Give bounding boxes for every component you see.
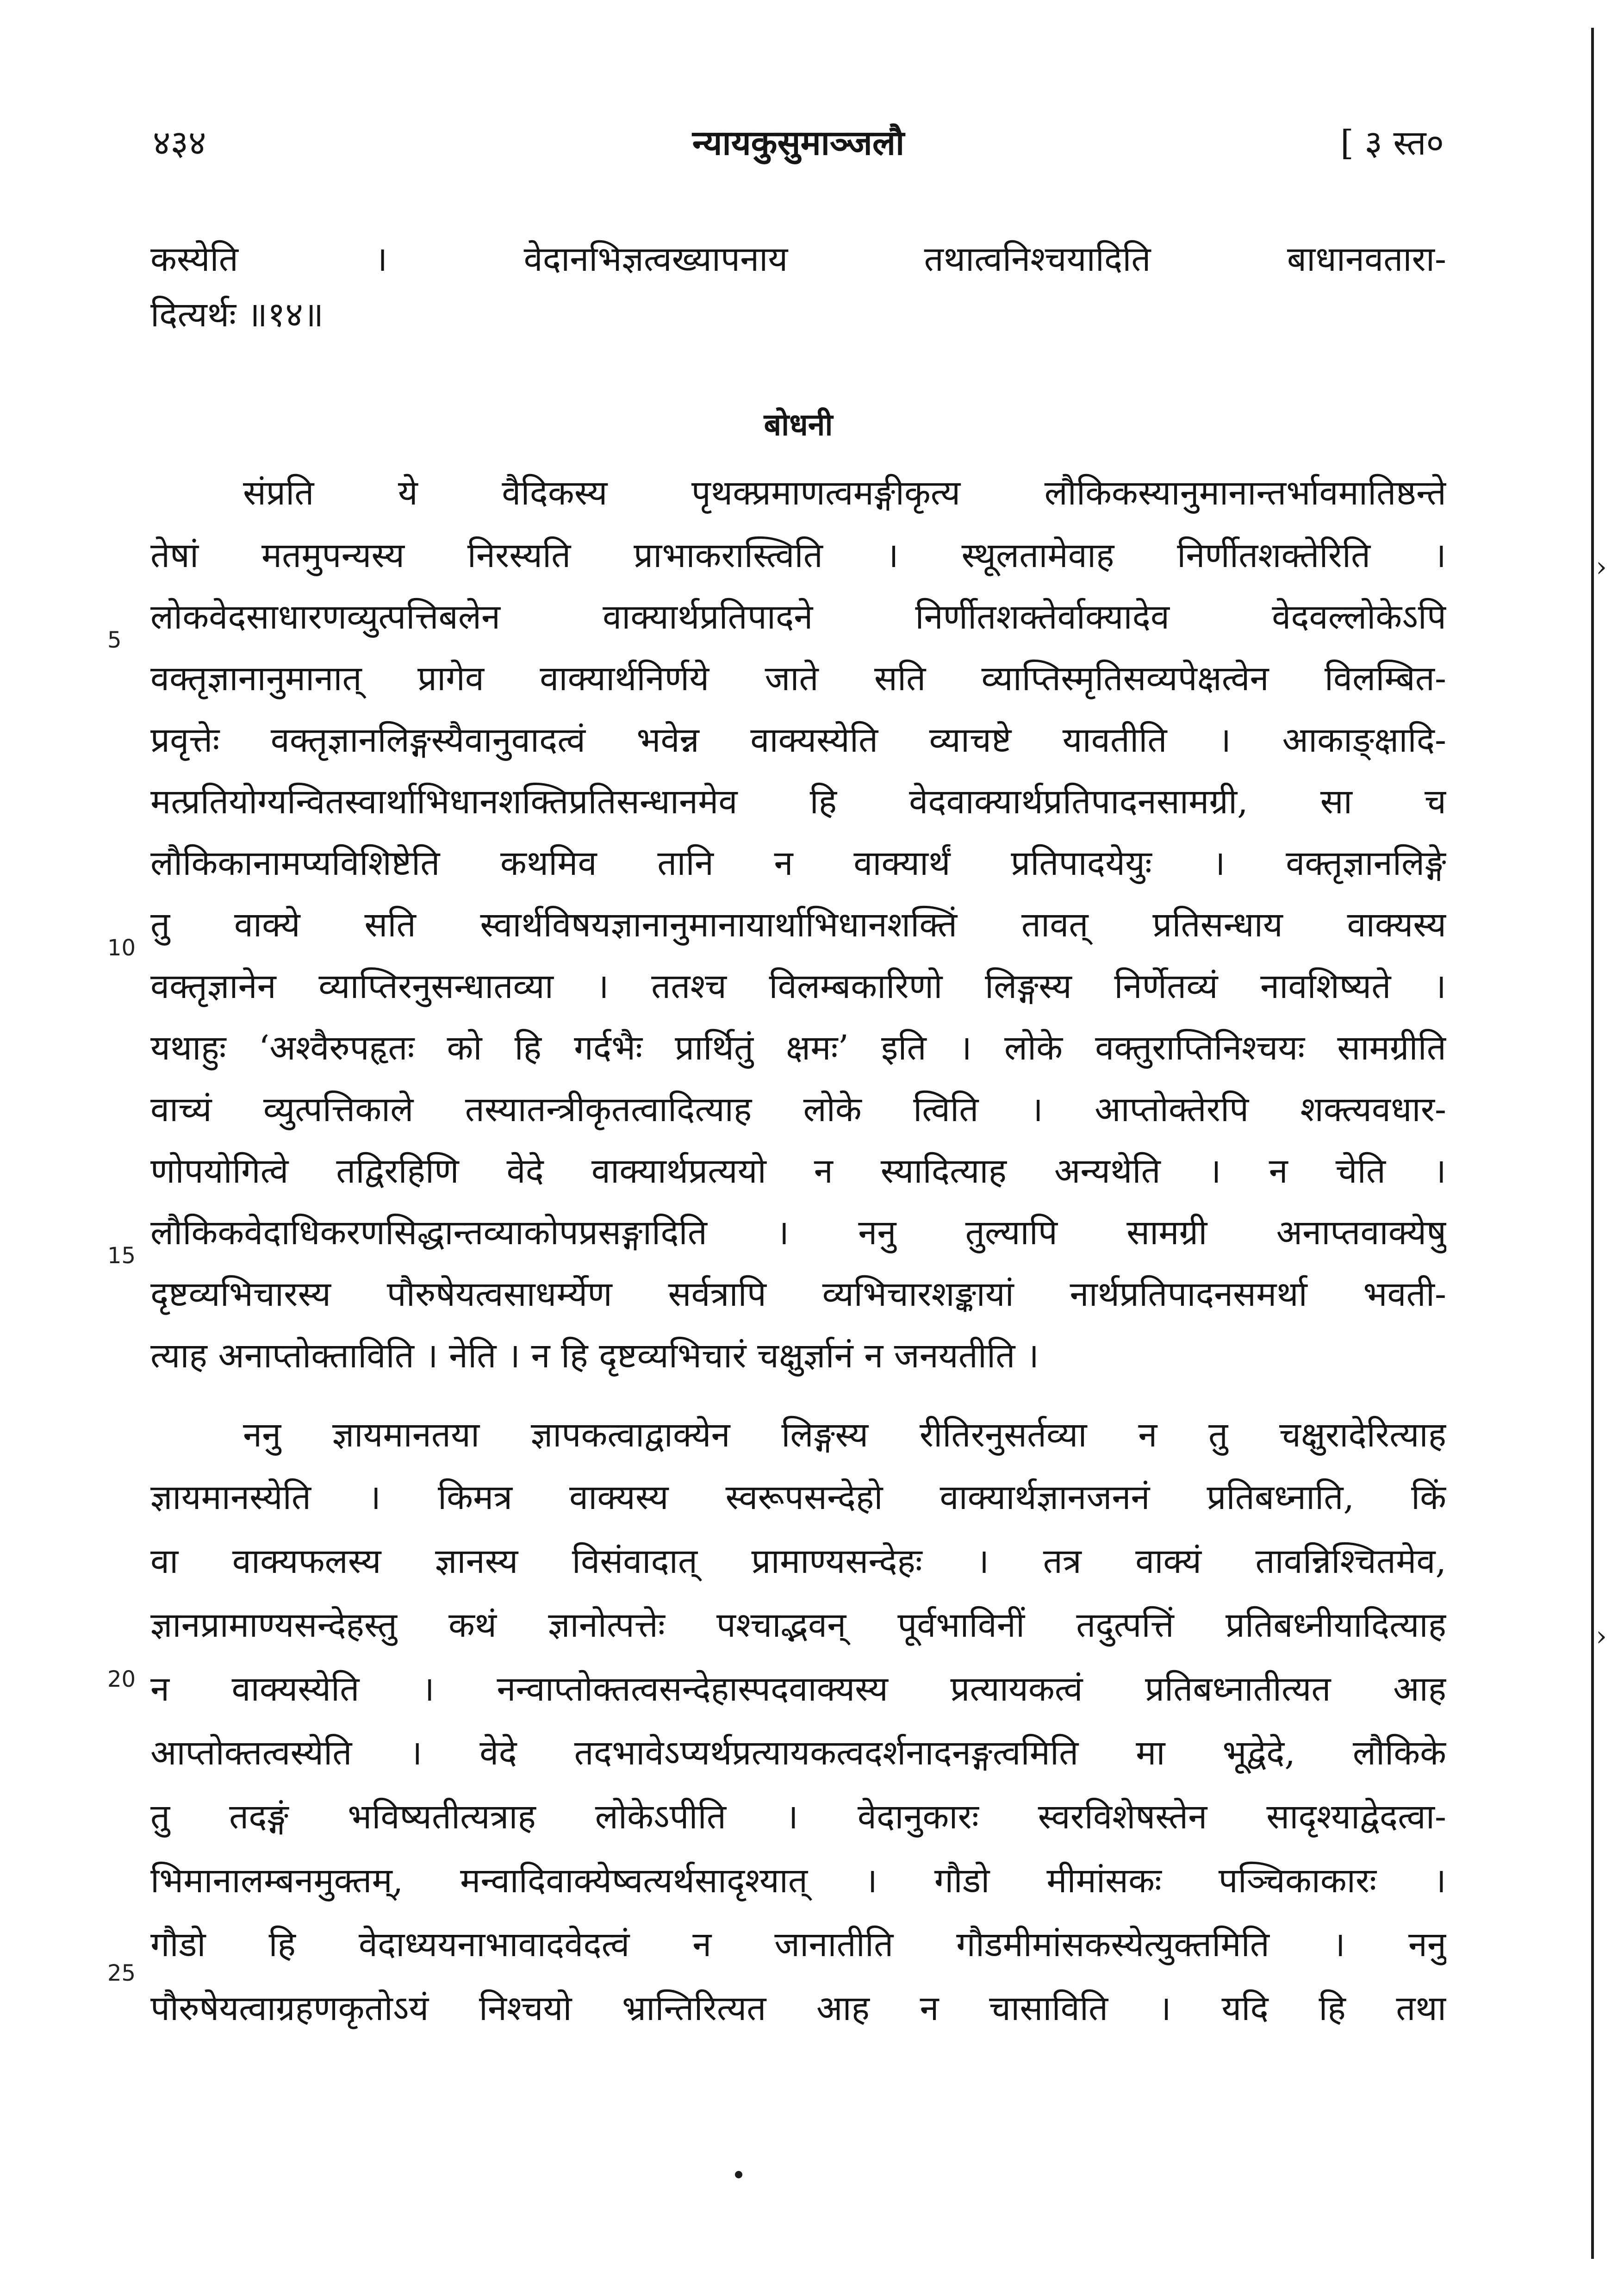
- text-line: ननु ज्ञायमानतया ज्ञापकत्वाद्वाक्येन लिङ्गस्य रीतिरनुसर्तव्या न तु चक्षुरादेरित्याह: [243, 1415, 1446, 1455]
- line-number: 20: [107, 1666, 136, 1692]
- text-line: कस्येति । वेदानभिज्ञत्वख्यापनाय तथात्वनिश्चयादिति बाधानवतारा-: [150, 239, 1446, 279]
- text-line: गौडो हि वेदाध्ययनाभावादवेदत्वं न जानातीति गौडमीमांसकस्येत्युक्तमिति । ननु: [150, 1925, 1446, 1964]
- text-line: वक्तृज्ञानेन व्याप्तिरनुसन्धातव्या । ततश्च विलम्बकारिणो लिङ्गस्य निर्णेतव्यं नावशिष्यते ।: [150, 966, 1446, 1006]
- text-line: तु वाक्ये सति स्वार्थविषयज्ञानानुमानायार्थाभिधानशक्तिं तावत् प्रतिसन्धाय वाक्यस्य: [150, 905, 1446, 945]
- text-line: पौरुषेयत्वाग्रहणकृतोऽयं निश्चयो भ्रान्तिरित्यत आह न चासाविति । यदि हि तथा: [150, 1989, 1446, 2028]
- text-line: यथाहुः ‘अश्वैरुपहृतः को हि गर्दभैः प्रार्थितुं क्षमः’ इति । लोके वक्तुराप्तिनिश्चयः सामग्रीति: [150, 1028, 1446, 1068]
- section-heading: बोधनी: [764, 406, 833, 443]
- text-line: तेषां मतमुपन्यस्य निरस्यति प्राभाकरास्त्विति । स्थूलतामेवाह निर्णीतशक्तेरिति ।: [150, 536, 1446, 575]
- text-line: त्याह अनाप्तोक्ताविति । नेति । न हि दृष्टव्यभिचारं चक्षुर्ज्ञानं न जनयतीति ।: [150, 1336, 1039, 1376]
- text-line: संप्रति ये वैदिकस्य पृथक्प्रमाणत्वमङ्गीकृत्य लौकिकस्यानुमानान्तर्भावमातिष्ठन्ते: [243, 473, 1446, 513]
- text-line: तु तदङ्गं भविष्यतीत्यत्राह लोकेऽपीति । वेदानुकारः स्वरविशेषस्तेन सादृश्याद्वेदत्वा-: [150, 1797, 1446, 1837]
- text-line: वा वाक्यफलस्य ज्ञानस्य विसंवादात् प्रामाण्यसन्देहः । तत्र वाक्यं तावन्निश्चितमेव,: [150, 1541, 1446, 1581]
- line-number: 10: [107, 935, 136, 961]
- running-title: न्यायकुसुमाञ्जलौ: [692, 123, 905, 163]
- line-number: 5: [107, 627, 122, 653]
- text-line: ज्ञायमानस्येति । किमत्र वाक्यस्य स्वरूपसन्देहो वाक्यार्थज्ञानजननं प्रतिबध्नाति, किं: [150, 1478, 1446, 1517]
- page-number: ४३४: [153, 123, 206, 163]
- text-line: प्रवृत्तेः वक्तृज्ञानलिङ्गस्यैवानुवादत्वं भवेन्न वाक्यस्येति व्याचष्टे यावतीति । आकाङ्क्षादि-: [150, 720, 1446, 760]
- line-number: 25: [107, 1960, 136, 1986]
- text-line: दित्यर्थः ॥१४॥: [150, 295, 324, 335]
- text-line: भिमानालम्बनमुक्तम्, मन्वादिवाक्येष्वत्यर्थसादृश्यात् । गौडो मीमांसकः पञ्चिकाकारः ।: [150, 1861, 1446, 1901]
- text-line: वाच्यं व्युत्पत्तिकाले तस्यातन्त्रीकृतत्वादित्याह लोके त्विति । आप्तोक्तेरपि शक्त्यवधार-: [150, 1090, 1446, 1129]
- text-line: मत्प्रतियोग्यन्वितस्वार्थाभिधानशक्तिप्रतिसन्धानमेव हि वेदवाक्यार्थप्रतिपादनसामग्री, सा च: [150, 782, 1446, 822]
- line-number: 15: [107, 1243, 136, 1269]
- text-line: आप्तोक्तत्वस्येति । वेदे तदभावेऽप्यर्थप्रत्यायकत्वदर्शनादनङ्गत्वमिति मा भूद्वेदे, लौकिके: [150, 1733, 1446, 1773]
- section-marker: [ ३ स्त०: [1340, 123, 1444, 163]
- text-line: लोकवेदसाधारणव्युत्पत्तिबलेन वाक्यार्थप्रतिपादने निर्णीतशक्तेर्वाक्यादेव वेदवल्लोकेऽपि: [150, 597, 1446, 637]
- text-line: लौकिकानामप्यविशिष्टेति कथमिव तानि न वाक्यार्थं प्रतिपादयेयुः । वक्तृज्ञानलिङ्गे: [150, 843, 1446, 883]
- text-line: दृष्टव्यभिचारस्य पौरुषेयत्वसाधर्म्येण सर्वत्रापि व्यभिचारशङ्कायां नार्थप्रतिपादनसमर्था भवती-: [150, 1274, 1446, 1314]
- page-header: [153, 118, 1444, 174]
- page-edge-line: [1591, 28, 1594, 2259]
- text-line: वक्तृज्ञानानुमानात् प्रागेव वाक्यार्थनिर्णये जाते सति व्याप्तिस्मृतिसव्यपेक्षत्वेन विलम्बित-: [150, 659, 1446, 698]
- text-line: लौकिकवेदाधिकरणसिद्धान्तव्याकोपप्रसङ्गादिति । ननु तुल्यापि सामग्री अनाप्तवाक्येषु: [150, 1213, 1446, 1253]
- text-line: णोपयोगित्वे तद्विरहिणि वेदे वाक्यार्थप्रत्ययो न स्यादित्याह अन्यथेति । न चेति ।: [150, 1151, 1446, 1191]
- text-line: ज्ञानप्रामाण्यसन्देहस्तु कथं ज्ञानोत्पत्तेः पश्चाद्भवन् पूर्वभाविनीं तदुत्पत्तिं प्रतिबध्नीयादित्याह: [150, 1605, 1446, 1645]
- edge-mark: ›: [1596, 551, 1607, 583]
- ink-dot: [735, 2171, 742, 2178]
- text-line: न वाक्यस्येति । नन्वाप्तोक्तत्वसन्देहास्पदवाक्यस्य प्रत्यायकत्वं प्रतिबध्नातीत्यत आह: [150, 1669, 1446, 1709]
- edge-mark: ›: [1596, 1620, 1607, 1652]
